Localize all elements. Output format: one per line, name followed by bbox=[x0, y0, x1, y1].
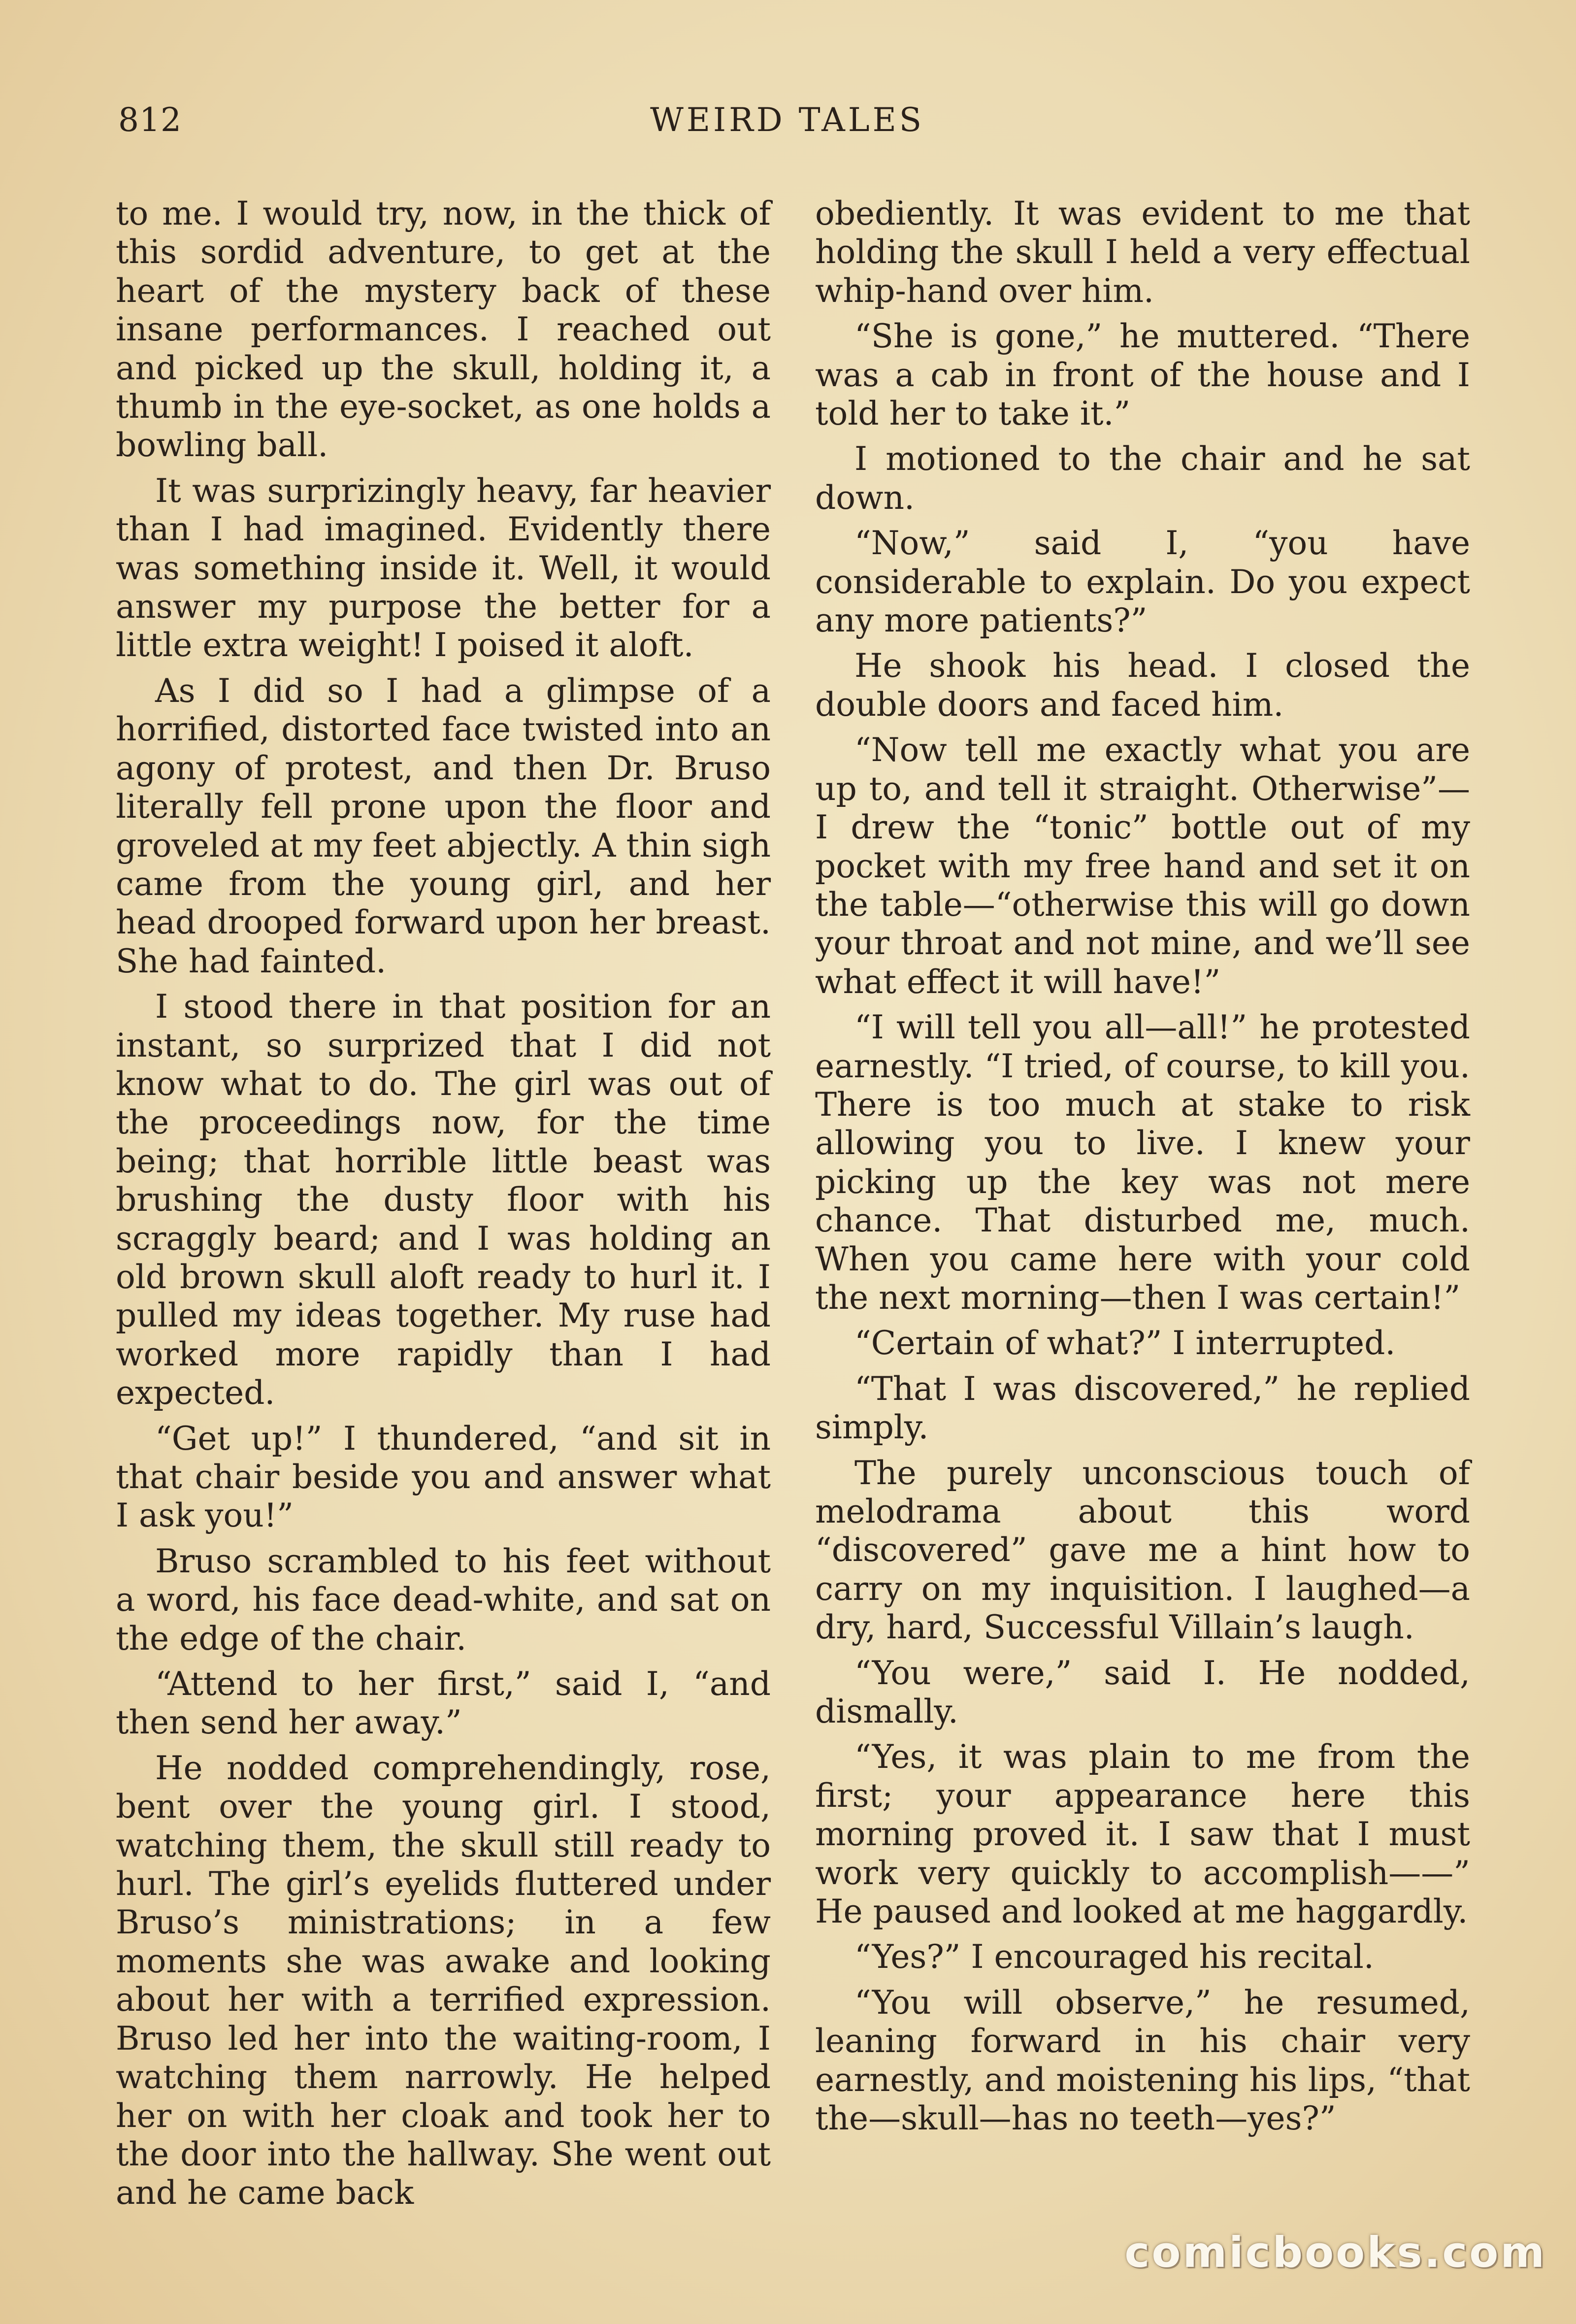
paragraph: “Yes, it was plain to me from the first; your appearance here this morning proved it. I saw that I must work very quickly to accomplish——” He paused and looked at me haggardly. bbox=[815, 1738, 1470, 1931]
paragraph: “Attend to her first,” said I, “and then send her away.” bbox=[116, 1665, 771, 1742]
paragraph: “Certain of what?” I interrupted. bbox=[854, 1324, 1396, 1362]
paragraph: “I will tell you all—all!” he protested earnestly. “I tried, of course, to kill you. There is too much at stake to risk allowing you to live. I knew your picking up the key was not mere chance. That disturbed me, much. When you came here with your cold the next morning—then I was certain!” bbox=[815, 1008, 1470, 1317]
paragraph: “That I was discovered,” he replied simply. bbox=[815, 1369, 1470, 1447]
paragraph: Bruso scrambled to his feet without a word, his face dead-white, and sat on the edge of the chair. bbox=[116, 1542, 771, 1658]
paragraph: It was surprizingly heavy, far heavier than I had imagined. Evidently there was something inside it. Well, it would answer my purpose the better for a little extra weight! I poised it aloft. bbox=[116, 471, 771, 664]
watermark: comicbooks.com bbox=[1124, 2228, 1546, 2277]
paragraph: As I did so I had a glimpse of a horrified, distorted face twisted into an agony of protest, and then Dr. Bruso literally fell prone upon the floor and groveled at my feet abjectly. A thin sigh came from the young girl, and her head drooped forward upon her breast. She had fainted. bbox=[116, 671, 771, 980]
paragraph: to me. I would try, now, in the thick of this sordid adventure, to get at the heart of the mystery back of these insane performances. I reached out and picked up the skull, holding it, a thumb in the eye-socket, as one holds a bowling ball. bbox=[116, 195, 771, 465]
paragraph: He nodded comprehendingly, rose, bent over the young girl. I stood, watching them, the skull still ready to hurl. The girl’s eyelids fluttered under Bruso’s ministrations; in a few moments she was awake and looking about her with a terrified expression. Bruso led her into the waiting-room, I watching them narrowly. He helped her on with her cloak and took her to the door into the hallway. She went out and he came back bbox=[116, 1749, 771, 2212]
paragraph: I motioned to the chair and he sat down. bbox=[815, 440, 1470, 517]
paragraph: I stood there in that position for an instant, so surprized that I did not know what to do. The girl was out of the proceedings now, for the time being; that horrible little beast was brushing the dusty floor with his scraggly beard; and I was holding an old brown skull aloft ready to hurl it. I pulled my ideas together. My ruse had worked more rapidly than I had expected. bbox=[116, 988, 771, 1412]
paragraph: “Get up!” I thundered, “and sit in that chair beside you and answer what I ask you!” bbox=[116, 1419, 771, 1535]
paragraph: “Now,” said I, “you have considerable to explain. Do you expect any more patients?” bbox=[815, 524, 1470, 640]
running-title: WEIRD TALES bbox=[650, 101, 924, 139]
paragraph: obediently. It was evident to me that holding the skull I held a very effectual whip-hand over him. bbox=[815, 195, 1470, 310]
page-number: 812 bbox=[118, 101, 182, 139]
paragraph: “You will observe,” he resumed, leaning forward in his chair very earnestly, and moistening his lips, “that the—skull—has no teeth—yes?” bbox=[815, 1983, 1470, 2138]
paragraph: “She is gone,” he muttered. “There was a cab in front of the house and I told her to take it.” bbox=[815, 317, 1470, 433]
left-column bbox=[116, 195, 771, 2213]
paragraph: The purely unconscious touch of melodrama about this word “discovered” gave me a hint how to carry on my inquisition. I laughed—a dry, hard, Successful Villain’s laugh. bbox=[815, 1454, 1470, 1647]
page-header bbox=[118, 96, 1448, 150]
paragraph: “You were,” said I. He nodded, dismally. bbox=[815, 1654, 1470, 1731]
paragraph: “Yes?” I encouraged his recital. bbox=[854, 1938, 1374, 1976]
right-column bbox=[815, 195, 1470, 2138]
paragraph: He shook his head. I closed the double doors and faced him. bbox=[815, 647, 1470, 724]
paragraph: “Now tell me exactly what you are up to, and tell it straight. Otherwise”—I drew the “tonic” bottle out of my pocket with my free hand and set it on the table—“otherwise this will go down your throat and not mine, and we’ll see what effect it will have!” bbox=[815, 731, 1470, 1001]
